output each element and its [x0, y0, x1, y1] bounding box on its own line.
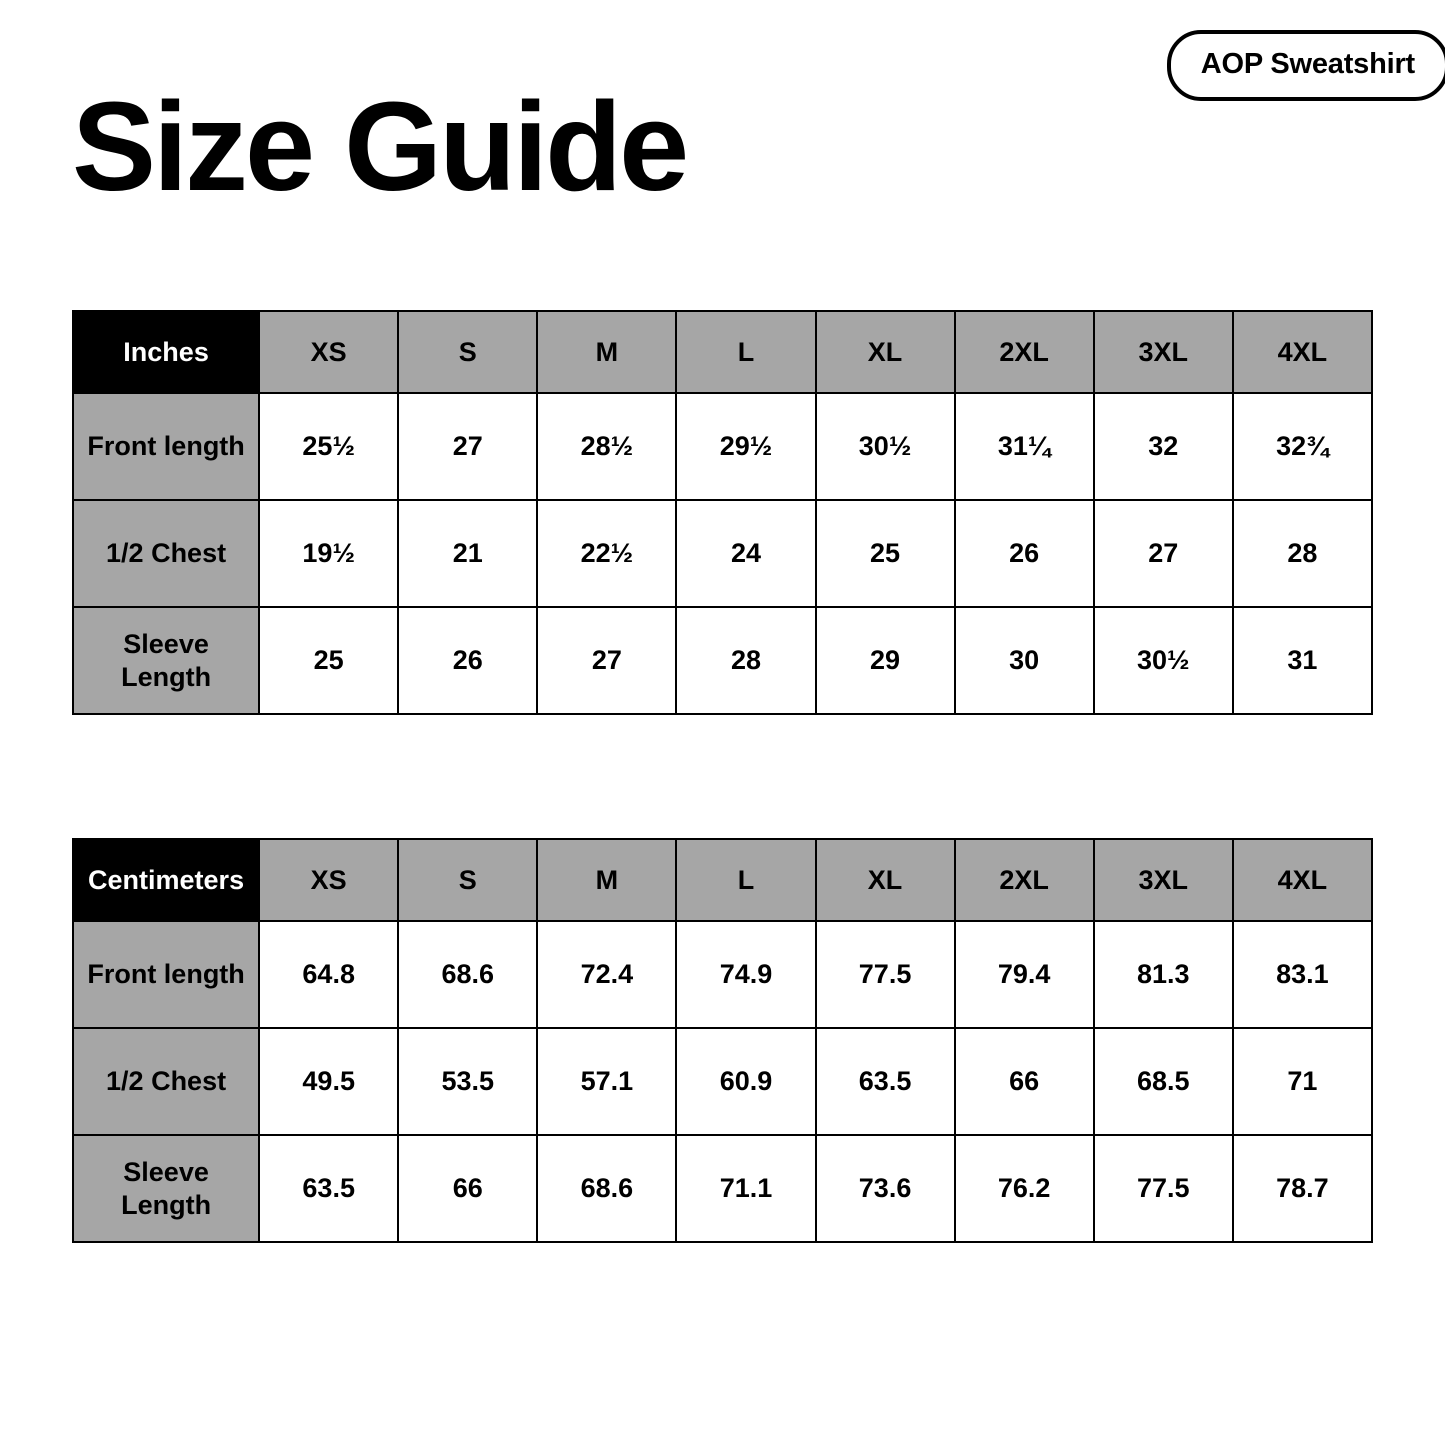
cell-half-chest-xs: 19½	[259, 500, 398, 607]
cell-front-length-s: 27	[398, 393, 537, 500]
cell-sleeve-length-l: 28	[676, 607, 815, 714]
row-label-sleeve-length: Sleeve Length	[73, 607, 259, 714]
table-header-row	[73, 839, 1372, 921]
row-label-half-chest: 1/2 Chest	[73, 1028, 259, 1135]
cell-half-chest-3xl: 27	[1094, 500, 1233, 607]
table-row	[73, 1135, 1372, 1242]
row-label-sleeve-length: Sleeve Length	[73, 1135, 259, 1242]
table-row	[73, 393, 1372, 500]
cell-half-chest-4xl: 28	[1233, 500, 1372, 607]
column-header-xs: XS	[259, 311, 398, 393]
cell-half-chest-l: 60.9	[676, 1028, 815, 1135]
column-header-3xl: 3XL	[1094, 311, 1233, 393]
cell-half-chest-xl: 25	[816, 500, 955, 607]
column-header-2xl: 2XL	[955, 839, 1094, 921]
column-header-s: S	[398, 839, 537, 921]
table-header-centimeters	[73, 839, 1372, 921]
row-label-half-chest: 1/2 Chest	[73, 500, 259, 607]
cell-half-chest-4xl: 71	[1233, 1028, 1372, 1135]
column-header-s: S	[398, 311, 537, 393]
size-table-inches	[72, 310, 1373, 715]
table-body-inches	[73, 393, 1372, 714]
cell-sleeve-length-l: 71.1	[676, 1135, 815, 1242]
table-row	[73, 607, 1372, 714]
size-table-centimeters	[72, 838, 1373, 1243]
cell-sleeve-length-2xl: 30	[955, 607, 1094, 714]
column-header-xs: XS	[259, 839, 398, 921]
cell-front-length-4xl: 83.1	[1233, 921, 1372, 1028]
table-header-inches	[73, 311, 1372, 393]
cell-front-length-s: 68.6	[398, 921, 537, 1028]
cell-sleeve-length-xs: 25	[259, 607, 398, 714]
column-header-xl: XL	[816, 839, 955, 921]
column-header-l: L	[676, 311, 815, 393]
cell-half-chest-s: 53.5	[398, 1028, 537, 1135]
cell-front-length-xl: 30½	[816, 393, 955, 500]
table-header-row	[73, 311, 1372, 393]
cell-half-chest-2xl: 26	[955, 500, 1094, 607]
table-row	[73, 921, 1372, 1028]
column-header-3xl: 3XL	[1094, 839, 1233, 921]
cell-half-chest-s: 21	[398, 500, 537, 607]
cell-front-length-2xl: 79.4	[955, 921, 1094, 1028]
cell-front-length-m: 72.4	[537, 921, 676, 1028]
row-label-front-length: Front length	[73, 393, 259, 500]
column-header-m: M	[537, 839, 676, 921]
cell-sleeve-length-3xl: 77.5	[1094, 1135, 1233, 1242]
cell-front-length-xl: 77.5	[816, 921, 955, 1028]
cell-sleeve-length-3xl: 30½	[1094, 607, 1233, 714]
product-type-badge	[1167, 30, 1445, 101]
cell-front-length-4xl: 32¾	[1233, 393, 1372, 500]
row-label-front-length: Front length	[73, 921, 259, 1028]
column-header-4xl: 4XL	[1233, 311, 1372, 393]
column-header-4xl: 4XL	[1233, 839, 1372, 921]
cell-sleeve-length-s: 66	[398, 1135, 537, 1242]
cell-front-length-xs: 25½	[259, 393, 398, 500]
size-table-inches-container	[72, 310, 1373, 715]
cell-front-length-xs: 64.8	[259, 921, 398, 1028]
cell-sleeve-length-xl: 29	[816, 607, 955, 714]
cell-front-length-3xl: 81.3	[1094, 921, 1233, 1028]
cell-sleeve-length-m: 68.6	[537, 1135, 676, 1242]
cell-sleeve-length-xl: 73.6	[816, 1135, 955, 1242]
cell-half-chest-3xl: 68.5	[1094, 1028, 1233, 1135]
cell-sleeve-length-4xl: 78.7	[1233, 1135, 1372, 1242]
unit-label-centimeters: Centimeters	[73, 839, 259, 921]
table-row	[73, 1028, 1372, 1135]
cell-front-length-2xl: 31¼	[955, 393, 1094, 500]
column-header-2xl: 2XL	[955, 311, 1094, 393]
cell-sleeve-length-m: 27	[537, 607, 676, 714]
cell-sleeve-length-s: 26	[398, 607, 537, 714]
cell-front-length-l: 29½	[676, 393, 815, 500]
cell-sleeve-length-xs: 63.5	[259, 1135, 398, 1242]
cell-half-chest-xs: 49.5	[259, 1028, 398, 1135]
unit-label-inches: Inches	[73, 311, 259, 393]
product-type-label: AOP Sweatshirt	[1200, 48, 1415, 80]
size-table-centimeters-container	[72, 838, 1373, 1243]
column-header-xl: XL	[816, 311, 955, 393]
cell-front-length-3xl: 32	[1094, 393, 1233, 500]
cell-sleeve-length-2xl: 76.2	[955, 1135, 1094, 1242]
cell-sleeve-length-4xl: 31	[1233, 607, 1372, 714]
cell-half-chest-m: 57.1	[537, 1028, 676, 1135]
page-title: Size Guide	[72, 76, 687, 217]
cell-front-length-m: 28½	[537, 393, 676, 500]
column-header-l: L	[676, 839, 815, 921]
table-row	[73, 500, 1372, 607]
cell-half-chest-2xl: 66	[955, 1028, 1094, 1135]
cell-half-chest-xl: 63.5	[816, 1028, 955, 1135]
table-body-centimeters	[73, 921, 1372, 1242]
cell-half-chest-l: 24	[676, 500, 815, 607]
column-header-m: M	[537, 311, 676, 393]
cell-half-chest-m: 22½	[537, 500, 676, 607]
cell-front-length-l: 74.9	[676, 921, 815, 1028]
